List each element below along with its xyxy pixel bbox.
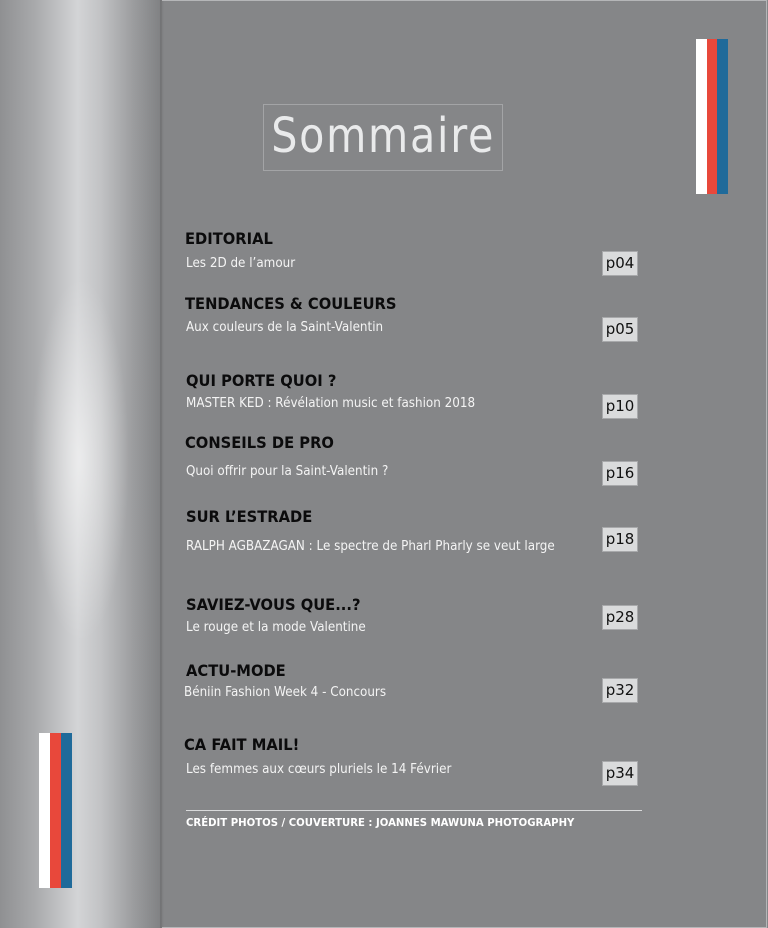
section-title-tendances-couleurs: TENDANCES & COULEURS [185, 294, 397, 313]
flag-red-stripe [707, 39, 718, 194]
photo-credit: CRÉDIT PHOTOS / COUVERTURE : JOANNES MAWUNA PHOTOGRAPHY [186, 816, 575, 829]
section-title-conseils-de-pro: CONSEILS DE PRO [185, 433, 334, 452]
section-subtitle-conseils-de-pro: Quoi offrir pour la Saint-Valentin ? [186, 464, 389, 479]
credit-divider [186, 810, 642, 811]
flag-stripes-top [696, 39, 728, 194]
section-title-saviez-vous-que: SAVIEZ-VOUS QUE...? [186, 595, 361, 614]
page-number-badge-actu-mode[interactable]: p32 [602, 678, 638, 703]
section-subtitle-tendances-couleurs: Aux couleurs de la Saint-Valentin [186, 320, 384, 335]
flag-blue-stripe [61, 733, 72, 888]
section-subtitle-actu-mode: Béniin Fashion Week 4 - Concours [184, 685, 387, 700]
section-title-editorial: EDITORIAL [185, 229, 273, 248]
page-title: Sommaire [271, 107, 495, 164]
section-title-qui-porte-quoi: QUI PORTE QUOI ? [186, 371, 337, 390]
page-number-badge-saviez-vous-que[interactable]: p28 [602, 605, 638, 630]
page-number-badge-ca-fait-mail[interactable]: p34 [602, 761, 638, 786]
page-number-badge-qui-porte-quoi[interactable]: p10 [602, 394, 638, 419]
flag-stripes-bottom [39, 733, 72, 888]
flag-blue-stripe [717, 39, 728, 194]
section-title-ca-fait-mail: CA FAIT MAIL! [184, 735, 300, 754]
section-subtitle-qui-porte-quoi: MASTER KED : Révélation music et fashion 2018 [186, 396, 476, 411]
flag-red-stripe [50, 733, 61, 888]
section-title-actu-mode: ACTU-MODE [186, 661, 286, 680]
spine-shadow [160, 0, 164, 928]
title-box [263, 104, 503, 171]
section-subtitle-saviez-vous-que: Le rouge et la mode Valentine [186, 620, 366, 635]
book-spine [0, 0, 162, 928]
page-number-badge-tendances-couleurs[interactable]: p05 [602, 317, 638, 342]
page-number-badge-editorial[interactable]: p04 [602, 251, 638, 276]
flag-white-stripe [696, 39, 707, 194]
page-number-badge-sur-l-estrade[interactable]: p18 [602, 527, 638, 552]
page-number-badge-conseils-de-pro[interactable]: p16 [602, 461, 638, 486]
section-subtitle-ca-fait-mail: Les femmes aux cœurs pluriels le 14 Février [186, 762, 452, 777]
section-subtitle-sur-l-estrade: RALPH AGBAZAGAN : Le spectre de Pharl Pharly se veut large [186, 539, 555, 554]
flag-white-stripe [39, 733, 50, 888]
section-subtitle-editorial: Les 2D de l’amour [186, 256, 296, 271]
section-title-sur-l-estrade: SUR L’ESTRADE [186, 507, 313, 526]
